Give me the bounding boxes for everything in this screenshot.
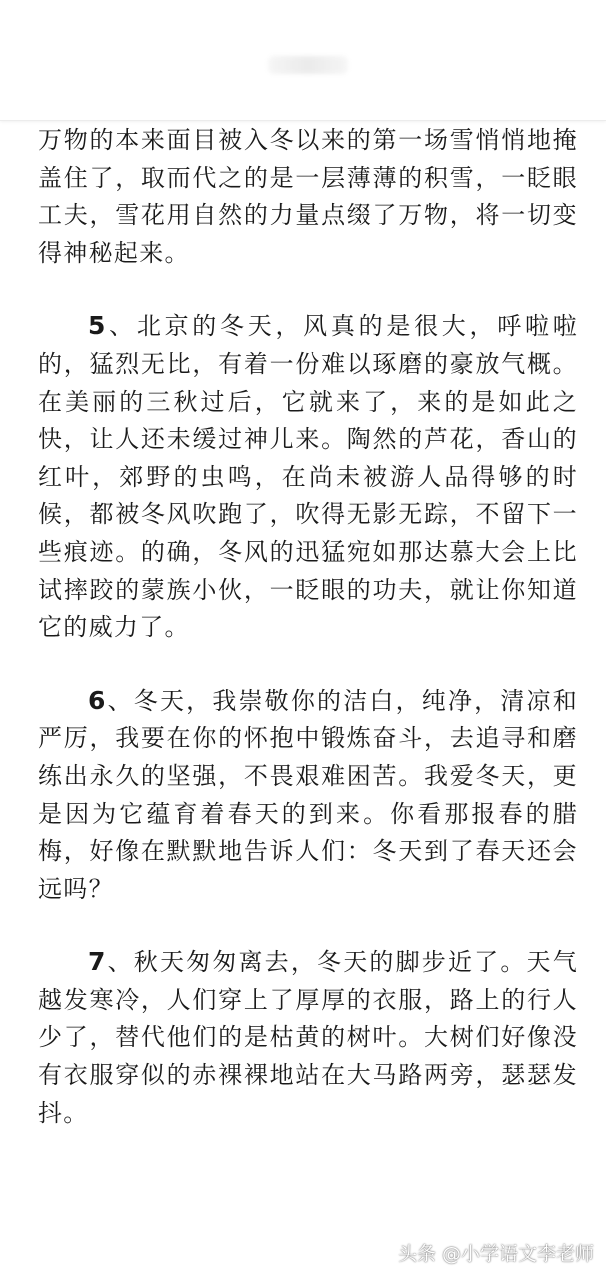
paragraph-number: 5 <box>88 311 107 341</box>
paragraph-5 <box>38 307 578 646</box>
paragraph-text: 、秋天匆匆离去，冬天的脚步近了。天气越发寒冷，人们穿上了厚厚的衣服，路上的行人少了，替代他们的是枯黄的树叶。大树们好像没有衣服穿似的赤裸裸地站在大马路两旁，瑟瑟发抖。 <box>38 948 578 1127</box>
paragraph-7 <box>38 943 578 1132</box>
watermark: 头条 @小学语文李老师 <box>397 1243 594 1265</box>
top-bar <box>0 0 606 121</box>
article-body <box>38 122 578 1132</box>
paragraph-intro-continuation <box>38 122 578 272</box>
paragraph-text: 万物的本来面目被入冬以来的第一场雪悄悄地掩盖住了，取而代之的是一层薄薄的积雪，一眨眼工夫，雪花用自然的力量点缀了万物，将一切变得神秘起来。 <box>38 126 578 267</box>
paragraph-text: 、冬天，我崇敬你的洁白，纯净，清凉和严厉，我要在你的怀抱中锻炼奋斗，去追寻和磨练出永久的坚强，不畏艰难困苦。我爱冬天，更是因为它蕴育着春天的到来。你看那报春的腊梅，好像在默默地告诉人们：冬天到了春天还会远吗？ <box>38 686 578 903</box>
paragraph-number: 6 <box>88 685 107 715</box>
paragraph-text: 、北京的冬天，风真的是很大，呼啦啦的，猛烈无比，有着一份难以琢磨的豪放气概。在美丽的三秋过后，它就来了，来的是如此之快，让人还未缓过神儿来。陶然的芦花，香山的红叶，郊野的虫鸣，在尚未被游人品得够的时候，都被冬风吹跑了，吹得无影无踪，不留下一些痕迹。的确，冬风的迅猛宛如那达慕大会上比试摔跤的蒙族小伙，一眨眼的功夫，就让你知道它的威力了。 <box>38 312 578 642</box>
paragraph-number: 7 <box>88 947 107 977</box>
blurred-header-logo <box>268 56 348 74</box>
paragraph-6 <box>38 682 578 909</box>
